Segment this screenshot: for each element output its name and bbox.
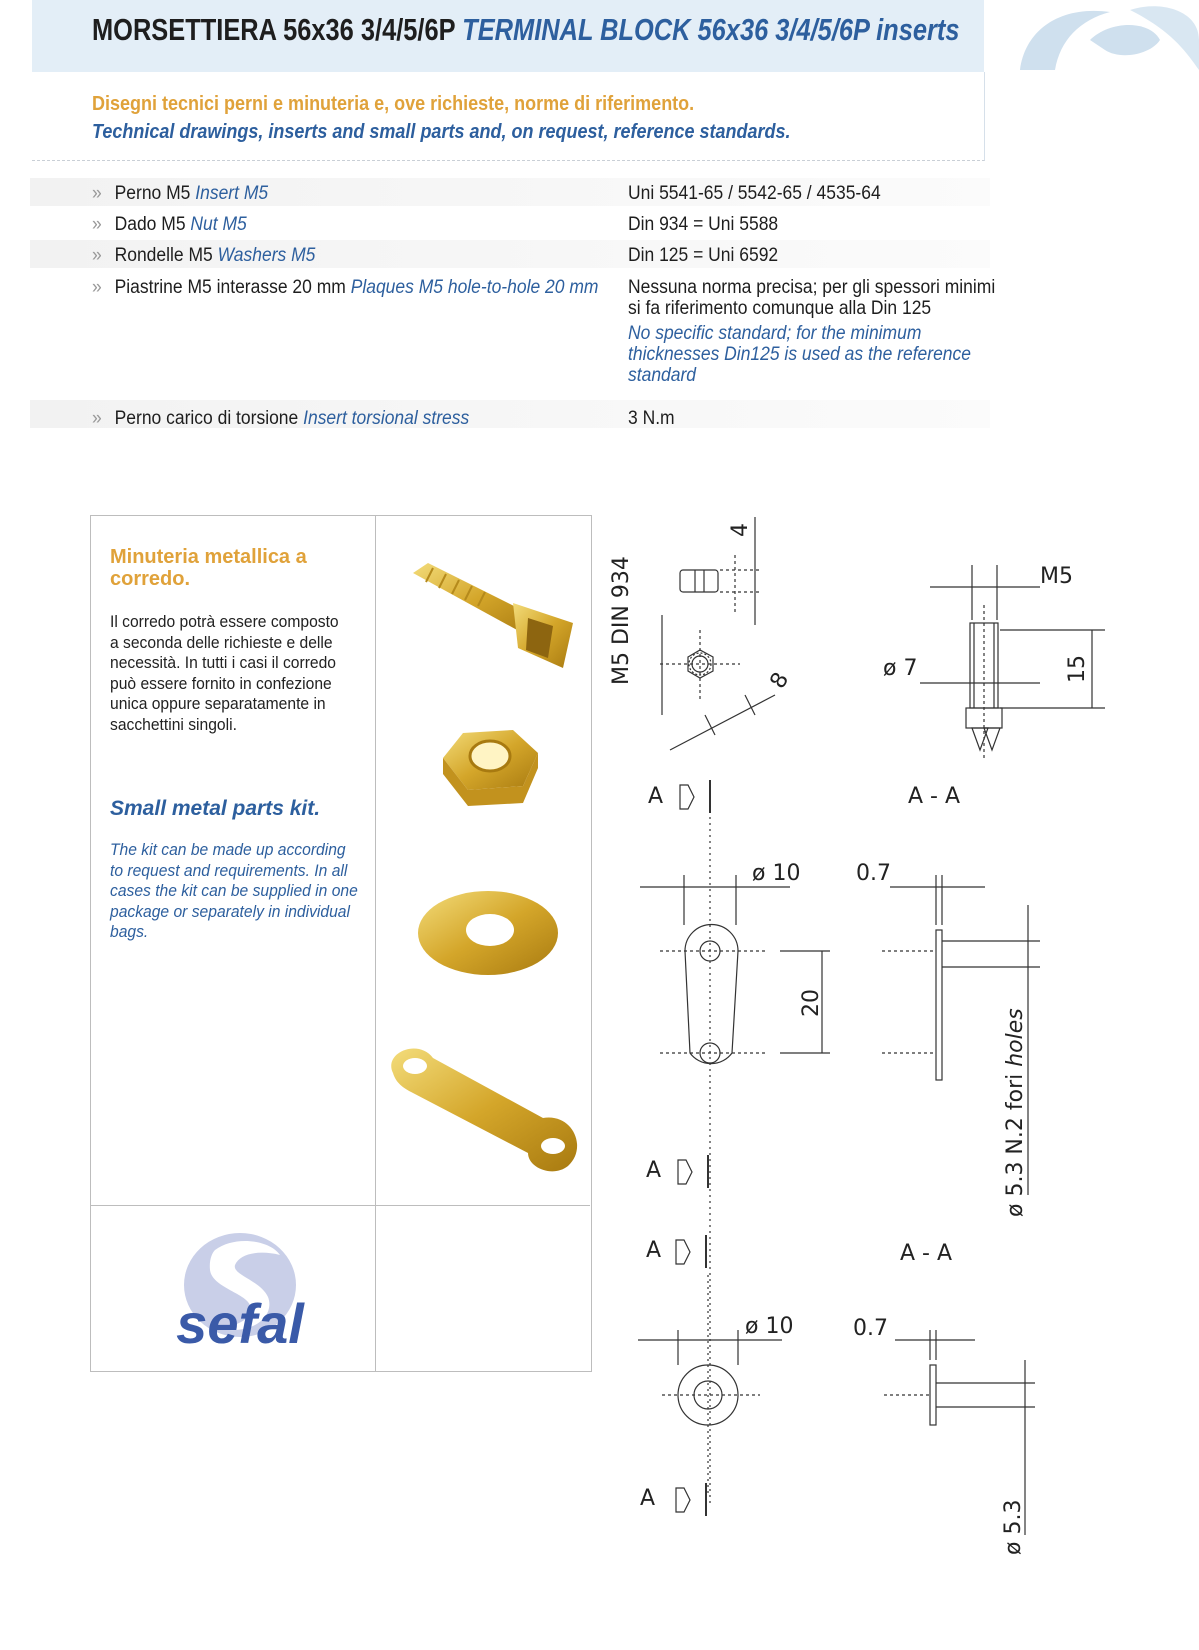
spec-value-en-line: No specific standard; for the minimum (628, 323, 922, 344)
spec-label-it: Piastrine M5 interasse 20 mm (114, 277, 346, 298)
spec-value-en-line: standard (628, 365, 697, 386)
logo-text: sefal (176, 1292, 304, 1355)
plaque-holes-it: ø 5.3 N.2 fori (1003, 1066, 1028, 1217)
plaque-pitch-label: 20 (799, 989, 824, 1017)
spec-label-en: Plaques M5 hole-to-hole 20 mm (350, 277, 599, 298)
title-italian: MORSETTIERA 56x36 3/4/5/6P (92, 12, 456, 47)
bullet: » (92, 408, 102, 429)
title-english: TERMINAL BLOCK 56x36 3/4/5/6P inserts (462, 12, 960, 47)
section-aa-label: A - A (900, 1241, 953, 1266)
washer-icon (418, 891, 558, 975)
logo-watermark-icon (1000, 0, 1199, 80)
bullet: » (92, 183, 102, 204)
spec-value: Din 934 = Uni 5588 (628, 214, 779, 235)
washer-thk-label: 0.7 (853, 1316, 888, 1341)
spec-row-torsion (92, 408, 469, 430)
spec-label-en: Nut M5 (190, 214, 247, 235)
spec-value-line: Nessuna norma precisa; per gli spessori minimi (628, 277, 996, 298)
washer-side-drawing (853, 1316, 1035, 1555)
section-aa-label: A - A (908, 784, 961, 809)
spec-label-it: Dado M5 (114, 214, 186, 235)
page-title (92, 12, 959, 48)
spec-label-it: Perno carico di torsione (114, 408, 299, 429)
kit-text-italian: Il corredo potrà essere composto a seconda delle richieste e delle necessità. In tutti i casi il corredo può essere fornito in confezione unica oppure separatamente in sacchettini singoli. (110, 612, 339, 734)
section-a-label: A (646, 1158, 662, 1183)
sefal-logo (140, 1225, 340, 1355)
spec-value: Uni 5541-65 / 5542-65 / 4535-64 (628, 183, 881, 204)
plaque-holes-label (1003, 1008, 1028, 1217)
spec-value-line: si fa riferimento comunque alla Din 125 (628, 298, 932, 319)
kit-text-english: The kit can be made up according to request and requirements. In all cases the kit can be supplied in one package or separately in individual bags. (110, 840, 358, 941)
kit-title-italian: Minuteria metallica a corredo. (110, 546, 307, 590)
insert-thread-label: M5 (1040, 564, 1073, 589)
section-a-label: A (640, 1486, 656, 1511)
plaque-icon (391, 1049, 577, 1172)
insert-drawing (883, 564, 1105, 760)
nut-height-label: 4 (728, 523, 753, 537)
spec-label-it: Perno M5 (114, 183, 191, 204)
plaque-front-drawing (640, 805, 830, 1505)
spec-value: 3 N.m (628, 408, 675, 429)
divider (375, 515, 376, 1205)
divider (90, 1205, 590, 1206)
spec-row-insert (92, 183, 268, 205)
insert-icon (413, 563, 573, 668)
plaque-side-drawing (856, 861, 1040, 1217)
spec-row-plaques (92, 277, 598, 299)
plaque-thk-label: 0.7 (856, 861, 891, 886)
spec-label-it: Rondelle M5 (114, 245, 213, 266)
subtitle-italian: Disegni tecnici perni e minuteria e, ove richieste, norme di riferimento. (92, 93, 695, 115)
subtitle-band (32, 72, 985, 161)
bullet: » (92, 214, 102, 235)
washer-front-drawing (638, 1275, 793, 1495)
subtitle-english: Technical drawings, inserts and small parts and, on request, reference standards. (92, 121, 791, 143)
washer-hole-label: ø 5.3 (1001, 1499, 1026, 1555)
section-a-label: A (646, 1238, 662, 1263)
divider (375, 1205, 376, 1371)
nut-width-label: 8 (765, 668, 795, 693)
insert-length-label: 15 (1065, 655, 1090, 683)
technical-drawings (600, 505, 1120, 1635)
plaque-dia-label: ø 10 (752, 861, 801, 886)
nut-std-label: M5 DIN 934 (609, 556, 634, 685)
spec-row-nut (92, 214, 247, 236)
plaque-holes-en: holes (1003, 1008, 1028, 1067)
spec-label-en: Washers M5 (217, 245, 316, 266)
spec-row-washers (92, 245, 315, 267)
bullet: » (92, 277, 102, 298)
nut-drawing (609, 517, 794, 750)
washer-dia-label: ø 10 (745, 1314, 794, 1339)
spec-label-en: Insert M5 (195, 183, 269, 204)
bullet: » (92, 245, 102, 266)
spec-value-en-line: thicknesses Din125 is used as the reference (628, 344, 972, 365)
kit-title-english: Small metal parts kit. (110, 797, 321, 820)
parts-illustration (378, 518, 588, 1202)
section-a-label: A (648, 784, 664, 809)
spec-value: Din 125 = Uni 6592 (628, 245, 779, 266)
insert-dia-label: ø 7 (883, 656, 918, 681)
spec-label-en: Insert torsional stress (303, 408, 470, 429)
nut-icon (443, 730, 538, 806)
